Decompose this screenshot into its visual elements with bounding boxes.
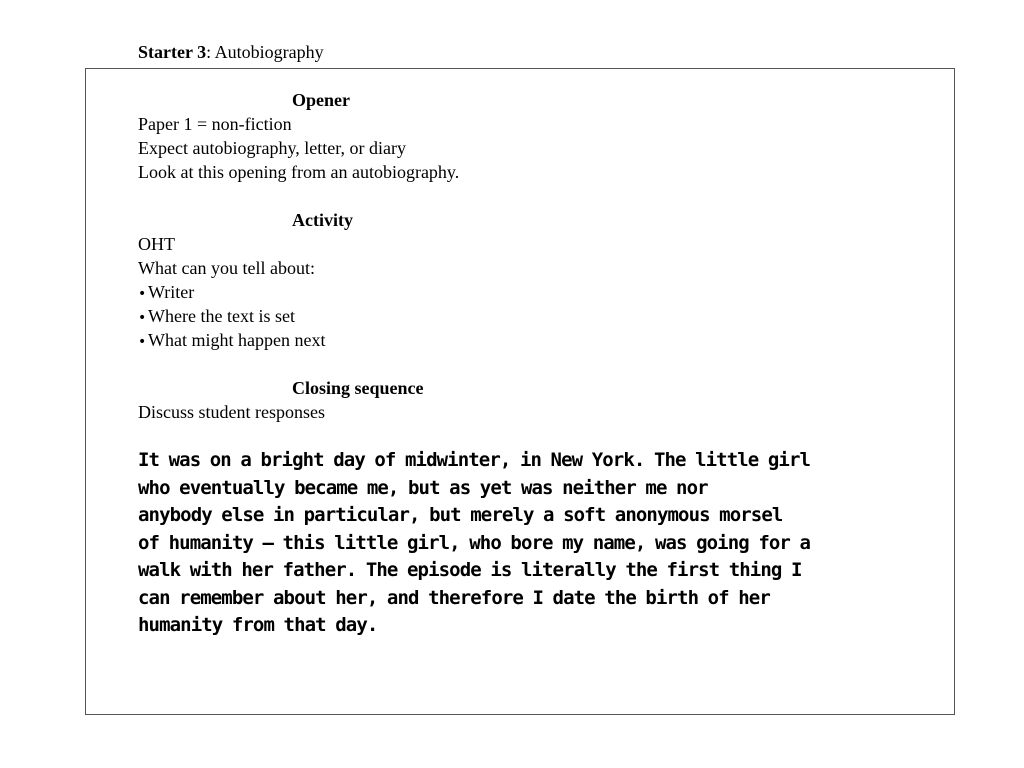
closing-heading: Closing sequence xyxy=(292,378,424,398)
activity-bullet-item xyxy=(138,328,325,352)
autobiography-excerpt xyxy=(138,447,873,640)
activity-bullet-item xyxy=(138,304,325,328)
opener-line: Expect autobiography, letter, or diary xyxy=(138,138,407,158)
excerpt-line: walk with her father. The episode is literally the first thing I xyxy=(138,559,802,581)
opener-heading: Opener xyxy=(292,90,350,110)
opener-line: Paper 1 = non-fiction xyxy=(138,114,292,134)
activity-line: What can you tell about: xyxy=(138,258,315,278)
activity-heading: Activity xyxy=(292,210,353,230)
excerpt-line: of humanity – this little girl, who bore my name, was going for a xyxy=(138,531,811,554)
title-text: : Autobiography xyxy=(206,42,324,62)
activity-bullet-item xyxy=(138,280,325,304)
bullet-icon: • xyxy=(138,310,147,326)
bullet-text: Where the text is set xyxy=(148,306,295,326)
page-title xyxy=(138,41,324,63)
excerpt-line: It was on a bright day of midwinter, in New York. The little girl xyxy=(138,449,811,471)
excerpt-line: can remember about her, and therefore I date the birth of her xyxy=(138,586,770,609)
bullet-icon: • xyxy=(138,334,147,350)
bullet-text: Writer xyxy=(148,282,195,302)
closing-line: Discuss student responses xyxy=(138,402,325,422)
bullet-icon: • xyxy=(138,286,147,302)
excerpt-line: humanity from that day. xyxy=(138,614,378,636)
closing-section xyxy=(138,400,325,424)
opener-section xyxy=(138,112,459,184)
opener-line: Look at this opening from an autobiography. xyxy=(138,162,460,182)
excerpt-line: anybody else in particular, but merely a soft anonymous morsel xyxy=(138,504,783,526)
activity-line: OHT xyxy=(138,234,175,254)
excerpt-line: who eventually became me, but as yet was neither me nor xyxy=(138,476,708,499)
title-label: Starter 3 xyxy=(138,42,207,62)
bullet-text: What might happen next xyxy=(148,330,326,350)
activity-section xyxy=(138,232,325,352)
